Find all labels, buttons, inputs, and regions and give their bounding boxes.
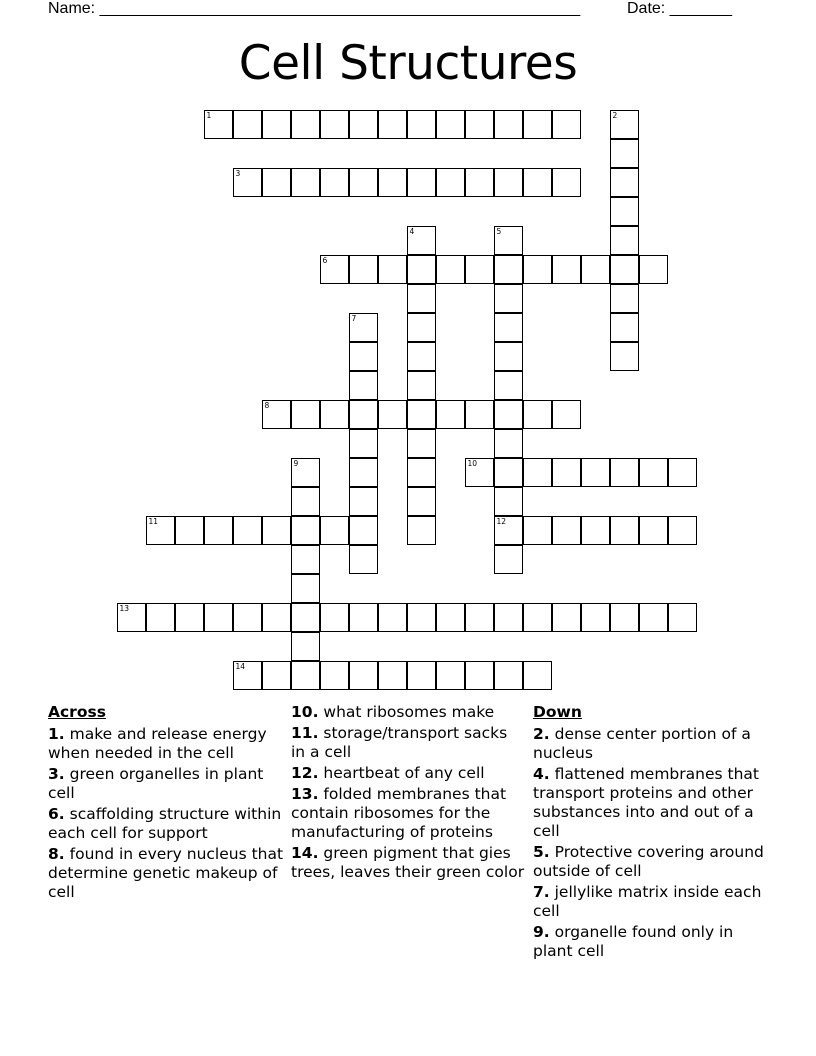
- crossword-cell[interactable]: [349, 661, 378, 690]
- clue-text: Protective covering around outside of cell: [533, 843, 764, 880]
- crossword-cell[interactable]: [494, 429, 523, 458]
- crossword-cell[interactable]: [146, 516, 175, 545]
- crossword-cell[interactable]: [320, 603, 349, 632]
- crossword-cell[interactable]: [523, 516, 552, 545]
- crossword-cell[interactable]: [378, 255, 407, 284]
- crossword-cell[interactable]: [349, 255, 378, 284]
- clue-down-4: [533, 765, 773, 841]
- clue-number: 9.: [533, 923, 550, 941]
- crossword-cell[interactable]: [204, 110, 233, 139]
- crossword-cell[interactable]: [233, 168, 262, 197]
- clue-across-14: [291, 844, 526, 882]
- crossword-cell[interactable]: [349, 516, 378, 545]
- clue-number: 2.: [533, 725, 550, 743]
- crossword-cell[interactable]: [552, 110, 581, 139]
- crossword-cell[interactable]: [465, 400, 494, 429]
- crossword-cell[interactable]: [407, 371, 436, 400]
- clue-across-12: [291, 764, 526, 783]
- crossword-cell[interactable]: [262, 661, 291, 690]
- clue-number: 5.: [533, 843, 550, 861]
- clue-number: 1.: [48, 725, 65, 743]
- crossword-cell[interactable]: [494, 545, 523, 574]
- clue-text: heartbeat of any cell: [323, 764, 485, 782]
- crossword-cell[interactable]: [407, 487, 436, 516]
- crossword-cell[interactable]: [407, 516, 436, 545]
- crossword-cell[interactable]: [581, 603, 610, 632]
- crossword-cell[interactable]: [407, 313, 436, 342]
- clue-text: scaffolding structure within each cell for support: [48, 805, 282, 842]
- clue-text: jellylike matrix inside each cell: [533, 883, 762, 920]
- crossword-cell[interactable]: [262, 110, 291, 139]
- crossword-cell[interactable]: [407, 400, 436, 429]
- clue-number: 14.: [291, 844, 319, 862]
- crossword-cell[interactable]: [639, 603, 668, 632]
- crossword-cell[interactable]: [494, 487, 523, 516]
- crossword-cell[interactable]: [320, 516, 349, 545]
- date-label: Date:: [627, 0, 666, 17]
- crossword-cell[interactable]: [465, 255, 494, 284]
- crossword-cell[interactable]: [494, 255, 523, 284]
- crossword-cell[interactable]: [349, 400, 378, 429]
- crossword-cell[interactable]: [262, 603, 291, 632]
- clue-across-11: [291, 724, 526, 762]
- crossword-cell[interactable]: [407, 603, 436, 632]
- crossword-cell[interactable]: [349, 545, 378, 574]
- crossword-cell[interactable]: [494, 400, 523, 429]
- crossword-cell[interactable]: [494, 603, 523, 632]
- crossword-cell[interactable]: [320, 661, 349, 690]
- crossword-cell[interactable]: [349, 429, 378, 458]
- clue-number: 12.: [291, 764, 319, 782]
- crossword-cell[interactable]: [262, 400, 291, 429]
- clue-number: 7.: [533, 883, 550, 901]
- crossword-cell[interactable]: [349, 458, 378, 487]
- crossword-cell[interactable]: [610, 284, 639, 313]
- across-clues-col-2: [291, 703, 526, 884]
- crossword-cell[interactable]: [407, 429, 436, 458]
- crossword-cell[interactable]: [523, 168, 552, 197]
- cell-number: 3: [235, 168, 241, 178]
- name-blank[interactable]: ______________________________________________________: [99, 0, 581, 17]
- crossword-cell[interactable]: [291, 574, 320, 603]
- cell-number: 10: [467, 458, 478, 468]
- cell-number: 14: [235, 661, 246, 671]
- page-title: Cell Structures: [238, 36, 578, 91]
- crossword-cell[interactable]: [610, 139, 639, 168]
- crossword-cell[interactable]: [320, 255, 349, 284]
- crossword-cell[interactable]: [494, 284, 523, 313]
- clue-down-7: [533, 883, 773, 921]
- crossword-cell[interactable]: [117, 603, 146, 632]
- crossword-cell[interactable]: [639, 255, 668, 284]
- crossword-cell[interactable]: [465, 168, 494, 197]
- cell-number: 6: [322, 255, 328, 265]
- crossword-cell[interactable]: [378, 168, 407, 197]
- clue-across-13: [291, 785, 526, 842]
- crossword-cell[interactable]: [436, 603, 465, 632]
- crossword-cell[interactable]: [262, 168, 291, 197]
- crossword-cell[interactable]: [494, 110, 523, 139]
- crossword-cell[interactable]: [233, 661, 262, 690]
- name-label: Name:: [48, 0, 96, 17]
- crossword-cell[interactable]: [407, 226, 436, 255]
- down-clues-col: [533, 703, 773, 963]
- crossword-cell[interactable]: [291, 110, 320, 139]
- crossword-cell[interactable]: [291, 168, 320, 197]
- clue-across-3: [48, 765, 288, 803]
- clue-text: what ribosomes make: [323, 703, 495, 721]
- clue-across-8: [48, 845, 288, 902]
- crossword-cell[interactable]: [581, 516, 610, 545]
- crossword-cell[interactable]: [465, 603, 494, 632]
- cell-number: 11: [148, 516, 159, 526]
- crossword-cell[interactable]: [349, 168, 378, 197]
- crossword-cell[interactable]: [407, 342, 436, 371]
- crossword-cell[interactable]: [552, 400, 581, 429]
- crossword-cell[interactable]: [610, 342, 639, 371]
- clue-across-10: [291, 703, 526, 722]
- crossword-cell[interactable]: [523, 661, 552, 690]
- crossword-cell[interactable]: [581, 458, 610, 487]
- crossword-cell[interactable]: [581, 255, 610, 284]
- clue-number: 4.: [533, 765, 550, 783]
- clue-number: 11.: [291, 724, 319, 742]
- cell-number: 5: [496, 226, 502, 236]
- crossword-cell[interactable]: [552, 255, 581, 284]
- crossword-cell[interactable]: [494, 342, 523, 371]
- crossword-cell[interactable]: [465, 110, 494, 139]
- cell-number: 7: [351, 313, 357, 323]
- clue-text: green organelles in plant cell: [48, 765, 264, 802]
- cell-number: 13: [119, 603, 130, 613]
- clue-text: organelle found only in plant cell: [533, 923, 734, 960]
- across-clues-col-1: [48, 703, 288, 904]
- crossword-cell[interactable]: [349, 603, 378, 632]
- crossword-cell[interactable]: [610, 516, 639, 545]
- crossword-cell[interactable]: [465, 458, 494, 487]
- crossword-cell[interactable]: [407, 255, 436, 284]
- crossword-cell[interactable]: [378, 400, 407, 429]
- crossword-cell[interactable]: [204, 516, 233, 545]
- crossword-cell[interactable]: [407, 458, 436, 487]
- crossword-cell[interactable]: [291, 661, 320, 690]
- crossword-cell[interactable]: [552, 603, 581, 632]
- clue-down-5: [533, 843, 773, 881]
- crossword-cell[interactable]: [610, 313, 639, 342]
- crossword-cell[interactable]: [494, 226, 523, 255]
- crossword-cell[interactable]: [494, 661, 523, 690]
- crossword-cell[interactable]: [378, 603, 407, 632]
- clue-number: 6.: [48, 805, 65, 823]
- cell-number: 4: [409, 226, 415, 236]
- crossword-cell[interactable]: [291, 400, 320, 429]
- crossword-cell[interactable]: [233, 110, 262, 139]
- clue-number: 8.: [48, 845, 65, 863]
- crossword-cell[interactable]: [610, 603, 639, 632]
- crossword-cell[interactable]: [320, 168, 349, 197]
- crossword-cell[interactable]: [320, 400, 349, 429]
- crossword-cell[interactable]: [233, 516, 262, 545]
- crossword-cell[interactable]: [436, 168, 465, 197]
- cell-number: 1: [206, 110, 212, 120]
- down-heading: Down: [533, 703, 582, 721]
- crossword-cell[interactable]: [291, 603, 320, 632]
- cell-number: 9: [293, 458, 299, 468]
- crossword-cell[interactable]: [610, 168, 639, 197]
- crossword-cell[interactable]: [610, 226, 639, 255]
- crossword-cell[interactable]: [610, 458, 639, 487]
- clue-text: make and release energy when needed in the cell: [48, 725, 267, 762]
- clue-number: 3.: [48, 765, 65, 783]
- date-blank[interactable]: _______: [669, 0, 732, 17]
- crossword-cell[interactable]: [233, 603, 262, 632]
- crossword-cell[interactable]: [668, 458, 697, 487]
- crossword-cell[interactable]: [291, 545, 320, 574]
- crossword-cell[interactable]: [349, 110, 378, 139]
- crossword-cell[interactable]: [407, 284, 436, 313]
- crossword-cell[interactable]: [262, 516, 291, 545]
- clue-down-9: [533, 923, 773, 961]
- crossword-cell[interactable]: [436, 661, 465, 690]
- crossword-cell[interactable]: [523, 603, 552, 632]
- clue-text: storage/transport sacks in a cell: [291, 724, 508, 761]
- crossword-cell[interactable]: [494, 313, 523, 342]
- crossword-cell[interactable]: [349, 371, 378, 400]
- crossword-cell[interactable]: [407, 110, 436, 139]
- crossword-cell[interactable]: [291, 487, 320, 516]
- clue-across-1: [48, 725, 288, 763]
- clue-text: flattened membranes that transport proteins and other substances into and out of a cell: [533, 765, 759, 840]
- clue-text: folded membranes that contain ribosomes for the manufacturing of proteins: [291, 785, 507, 841]
- crossword-cell[interactable]: [204, 603, 233, 632]
- crossword-cell[interactable]: [494, 458, 523, 487]
- crossword-cell[interactable]: [523, 458, 552, 487]
- crossword-cell[interactable]: [610, 255, 639, 284]
- crossword-cell[interactable]: [349, 487, 378, 516]
- crossword-cell[interactable]: [436, 255, 465, 284]
- crossword-cell[interactable]: [175, 603, 204, 632]
- crossword-cell[interactable]: [436, 400, 465, 429]
- crossword-cell[interactable]: [494, 168, 523, 197]
- crossword-cell[interactable]: [639, 458, 668, 487]
- clue-number: 13.: [291, 785, 319, 803]
- crossword-cell[interactable]: [668, 603, 697, 632]
- cell-number: 8: [264, 400, 270, 410]
- clue-text: green pigment that gies trees, leaves their green color: [291, 844, 525, 881]
- crossword-cell[interactable]: [639, 516, 668, 545]
- crossword-cell[interactable]: [407, 661, 436, 690]
- crossword-cell[interactable]: [291, 516, 320, 545]
- crossword-cell[interactable]: [436, 110, 465, 139]
- crossword-cell[interactable]: [552, 168, 581, 197]
- crossword-cell[interactable]: [668, 516, 697, 545]
- crossword-cell[interactable]: [320, 110, 349, 139]
- crossword-cell[interactable]: [349, 342, 378, 371]
- clue-text: found in every nucleus that determine genetic makeup of cell: [48, 845, 284, 901]
- clue-number: 10.: [291, 703, 319, 721]
- crossword-cell[interactable]: [349, 313, 378, 342]
- across-heading: Across: [48, 703, 106, 721]
- cell-number: 12: [496, 516, 507, 526]
- crossword-cell[interactable]: [494, 371, 523, 400]
- clue-across-6: [48, 805, 288, 843]
- crossword-cell[interactable]: [175, 516, 204, 545]
- clue-text: dense center portion of a nucleus: [533, 725, 751, 762]
- crossword-cell[interactable]: [378, 110, 407, 139]
- crossword-cell[interactable]: [552, 458, 581, 487]
- crossword-cell[interactable]: [610, 110, 639, 139]
- crossword-cell[interactable]: [465, 661, 494, 690]
- crossword-cell[interactable]: [378, 661, 407, 690]
- crossword-cell[interactable]: [146, 603, 175, 632]
- crossword-cell[interactable]: [523, 255, 552, 284]
- crossword-cell[interactable]: [552, 516, 581, 545]
- clue-down-2: [533, 725, 773, 763]
- cell-number: 2: [612, 110, 618, 120]
- crossword-cell[interactable]: [407, 168, 436, 197]
- crossword-cell[interactable]: [523, 400, 552, 429]
- crossword-cell[interactable]: [291, 458, 320, 487]
- crossword-cell[interactable]: [291, 632, 320, 661]
- crossword-cell[interactable]: [494, 516, 523, 545]
- crossword-cell[interactable]: [610, 197, 639, 226]
- crossword-cell[interactable]: [523, 110, 552, 139]
